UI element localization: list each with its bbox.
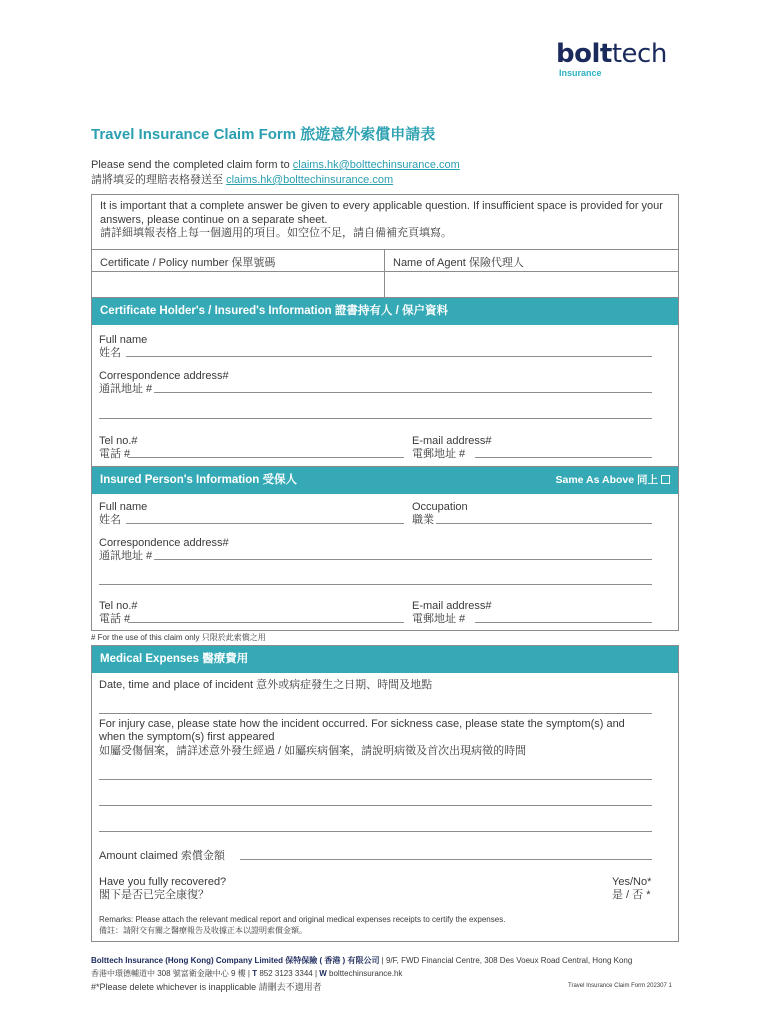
insured-address-field-2[interactable] — [99, 584, 652, 585]
holder-tel-label: Tel no.# 電話 # — [99, 435, 138, 460]
remarks-text: Remarks: Please attach the relevant medical report and original medical expenses receipts to certify the expenses. 備註：請附交有關之醫療報告及收據正本以證明索償金額。 — [99, 915, 506, 935]
holder-address-field[interactable] — [154, 392, 652, 393]
company-name: Bolttech Insurance (Hong Kong) Company Limited 保特保險 ( 香港 ) 有限公司 — [91, 956, 380, 965]
insured-section — [91, 466, 679, 631]
same-as-above-label: Same As Above 同上 — [555, 474, 658, 486]
logo-wordmark: bolttech — [556, 39, 667, 69]
claims-email-link-zh[interactable]: claims.hk@bolttechinsurance.com — [226, 174, 394, 186]
company-footer: Bolttech Insurance (Hong Kong) Company Limited 保特保險 ( 香港 ) 有限公司 | 9/F, FWD Financial Centre, 308 Des Voeux Road Central, Hong Kong 香港中環德輔道中 308 號富衛金融中心 9 樓 | T 852 3123 3344 | W bolttechinsurance.hk — [91, 956, 633, 978]
intro-text — [91, 158, 460, 188]
insured-full-name-label: Full name 姓名 — [99, 501, 148, 526]
recovered-answer-options[interactable]: Yes/No* 是 / 否 * — [612, 876, 652, 901]
company-telephone: 852 3123 3344 | — [257, 969, 320, 978]
injury-description-label: For injury case, please state how the incident occurred. For sickness case, please state the symptom(s) and when the symptom(s) first appeared 如屬受傷個案，請詳述意外發生經過 / 如屬疾病個案，請說明病徵及首次出現病徵的時間 — [99, 718, 625, 757]
amount-claimed-field[interactable] — [240, 859, 652, 860]
notice-text — [92, 195, 678, 249]
certificate-input-row — [92, 271, 678, 297]
insured-occupation-label: Occupation 職業 — [412, 501, 468, 526]
recovered-question: Have you fully recovered? 閣下是否已完全康復？ — [99, 876, 227, 901]
insured-address-field[interactable] — [154, 559, 652, 560]
incident-label: Date, time and place of incident 意外或病症發生之日期、時間及地點 — [99, 679, 433, 691]
agent-name-label: Name of Agent 保險代理人 — [393, 257, 524, 269]
company-address-en: | 9/F, FWD Financial Centre, 308 Des Voeux Road Central, Hong Kong — [379, 956, 633, 965]
company-address-zh: 香港中環德輔道中 308 號富衛金融中心 9 樓 | — [91, 969, 253, 978]
logo-subtitle: Insurance — [559, 68, 602, 78]
insured-email-label: E-mail address# 電郵地址 # — [412, 600, 492, 625]
holder-address-label: Correspondence address# 通訊地址 # — [99, 370, 229, 395]
claim-use-note: # For the use of this claim only 只限於此索償之用 — [91, 633, 266, 642]
holder-address-field-2[interactable] — [99, 418, 652, 419]
claims-email-link[interactable]: claims.hk@bolttechinsurance.com — [292, 159, 460, 171]
delete-inapplicable-note: #*Please delete whichever is inapplicable 請刪去不適用者 — [91, 982, 322, 992]
insured-occupation-field[interactable] — [436, 523, 652, 524]
insured-email-field[interactable] — [475, 622, 652, 623]
insured-heading-text: Insured Person's Information 受保人 — [100, 474, 297, 486]
page-title: Travel Insurance Claim Form 旅遊意外索償申請表 — [91, 126, 436, 143]
certificate-labels-row — [92, 249, 678, 271]
agent-name-field[interactable] — [385, 272, 678, 297]
holder-email-field[interactable] — [475, 457, 652, 458]
bolttech-logo — [556, 40, 686, 80]
notice-zh: 請詳細填報表格上每一個適用的項目。如空位不足，請自備補充頁填寫。 — [100, 227, 452, 239]
insured-full-name-field[interactable] — [126, 523, 404, 524]
intro-line-zh: 請將填妥的理賠表格發送至 — [91, 174, 227, 186]
injury-description-field-2[interactable] — [99, 805, 652, 806]
holder-section — [91, 297, 679, 467]
holder-section-heading: Certificate Holder's / Insured's Information 證書持有人 / 保户資料 — [92, 298, 678, 325]
page-reference: Travel Insurance Claim Form 202307 1 — [568, 983, 672, 989]
incident-field[interactable] — [99, 713, 652, 714]
holder-tel-field[interactable] — [128, 457, 404, 458]
insured-address-label: Correspondence address# 通訊地址 # — [99, 537, 229, 562]
amount-claimed-label: Amount claimed 索償金額 — [99, 850, 225, 862]
insured-tel-label: Tel no.# 電話 # — [99, 600, 138, 625]
same-as-above-checkbox[interactable] — [661, 475, 670, 484]
medical-section-heading: Medical Expenses 醫療費用 — [92, 646, 678, 673]
company-website[interactable]: bolttechinsurance.hk — [326, 969, 403, 978]
insured-section-heading — [92, 467, 678, 494]
holder-full-name-label: Full name 姓名 — [99, 334, 148, 359]
injury-description-field-1[interactable] — [99, 779, 652, 780]
intro-line-en: Please send the completed claim form to — [91, 159, 293, 171]
holder-email-label: E-mail address# 電郵地址 # — [412, 435, 492, 460]
insured-tel-field[interactable] — [128, 622, 404, 623]
medical-section — [91, 645, 679, 942]
injury-description-field-3[interactable] — [99, 831, 652, 832]
policy-number-field[interactable] — [92, 272, 385, 297]
notice-en: It is important that a complete answer be given to every applicable question. If insufficient space is provided for your answers, please continue on a separate sheet. — [100, 200, 663, 226]
same-as-above-toggle[interactable] — [555, 467, 670, 494]
notice-box — [91, 194, 679, 298]
holder-full-name-field[interactable] — [126, 356, 652, 357]
policy-number-label: Certificate / Policy number 保單號碼 — [92, 250, 385, 271]
